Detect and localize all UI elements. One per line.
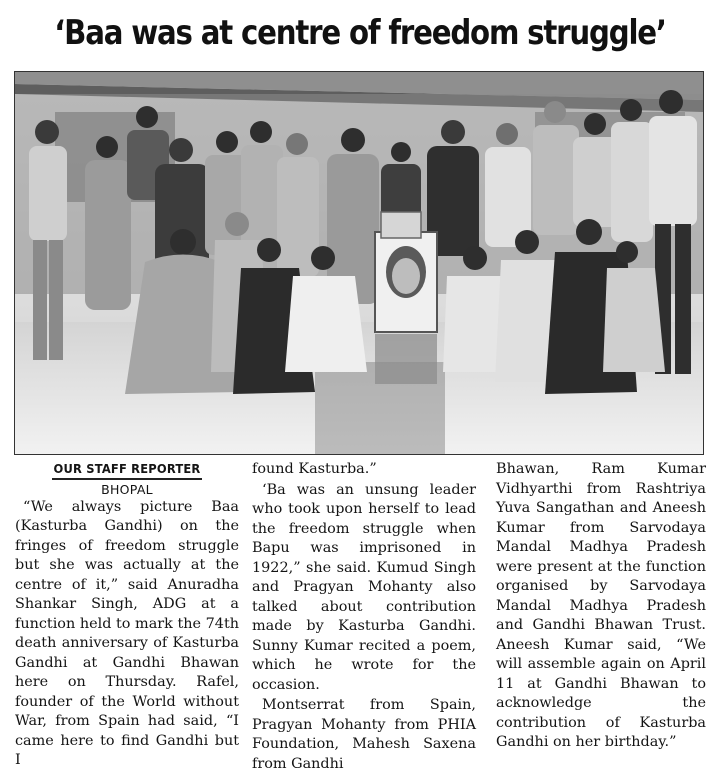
dateline: BHOPAL — [101, 481, 153, 497]
group-photo-image — [15, 72, 704, 455]
article-paragraph-1-part-1: “We always picture Baa (Kasturba Gandhi) on the fringes of freedom struggle but she was actually at the centre of it,” said Anuradha Shankar Singh, ADG at a function held to mark the 74th death anniversary of Kasturba Gandhi at Gandhi Bhawan here on Thursday. Rafel, founder of the World without War, from Spain had said, “I came here to find Gandhi but I — [15, 498, 239, 768]
byline: OUR STAFF REPORTER — [53, 461, 201, 476]
byline-rule — [52, 478, 202, 480]
article-paragraph-3-part-2: Bhawan, Ram Kumar Vidhyarthi from Rashtriya Yuva Sangathan and Aneesh Kumar from Sarvodaya Mandal Madhya Pradesh were present at the function organised by Sarvodaya Mandal Madhya Pradesh and Gandhi Bhawan Trust. Aneesh Kumar said, “We will assemble again on April 11 at Gandhi Bhawan to acknowledge the contribution of Kasturba Gandhi on her birthday.” — [496, 461, 706, 750]
article-paragraph-1-part-2: found Kasturba.” — [252, 461, 377, 477]
news-photo — [14, 71, 704, 455]
article-column-2 — [252, 460, 476, 774]
article-paragraph-2: ‘Ba was an unsung leader who took upon herself to lead the freedom struggle when Bapu was imprisoned in 1922,” she said. Kumud Singh and Pragyan Mohanty also talked about contribution made by Kasturba Gandhi. Sunny Kumar recited a poem, which he wrote for the occasion. — [252, 481, 476, 693]
headline: ‘Baa was at centre of freedom struggle’ — [54, 13, 666, 53]
article-paragraph-3-part-1: Montserrat from Spain, Pragyan Mohanty from PHIA Foundation, Mahesh Saxena from Gandhi — [252, 697, 476, 772]
portrait-frame — [375, 212, 437, 384]
article-column-3 — [496, 460, 706, 753]
article-column-1 — [15, 460, 239, 771]
